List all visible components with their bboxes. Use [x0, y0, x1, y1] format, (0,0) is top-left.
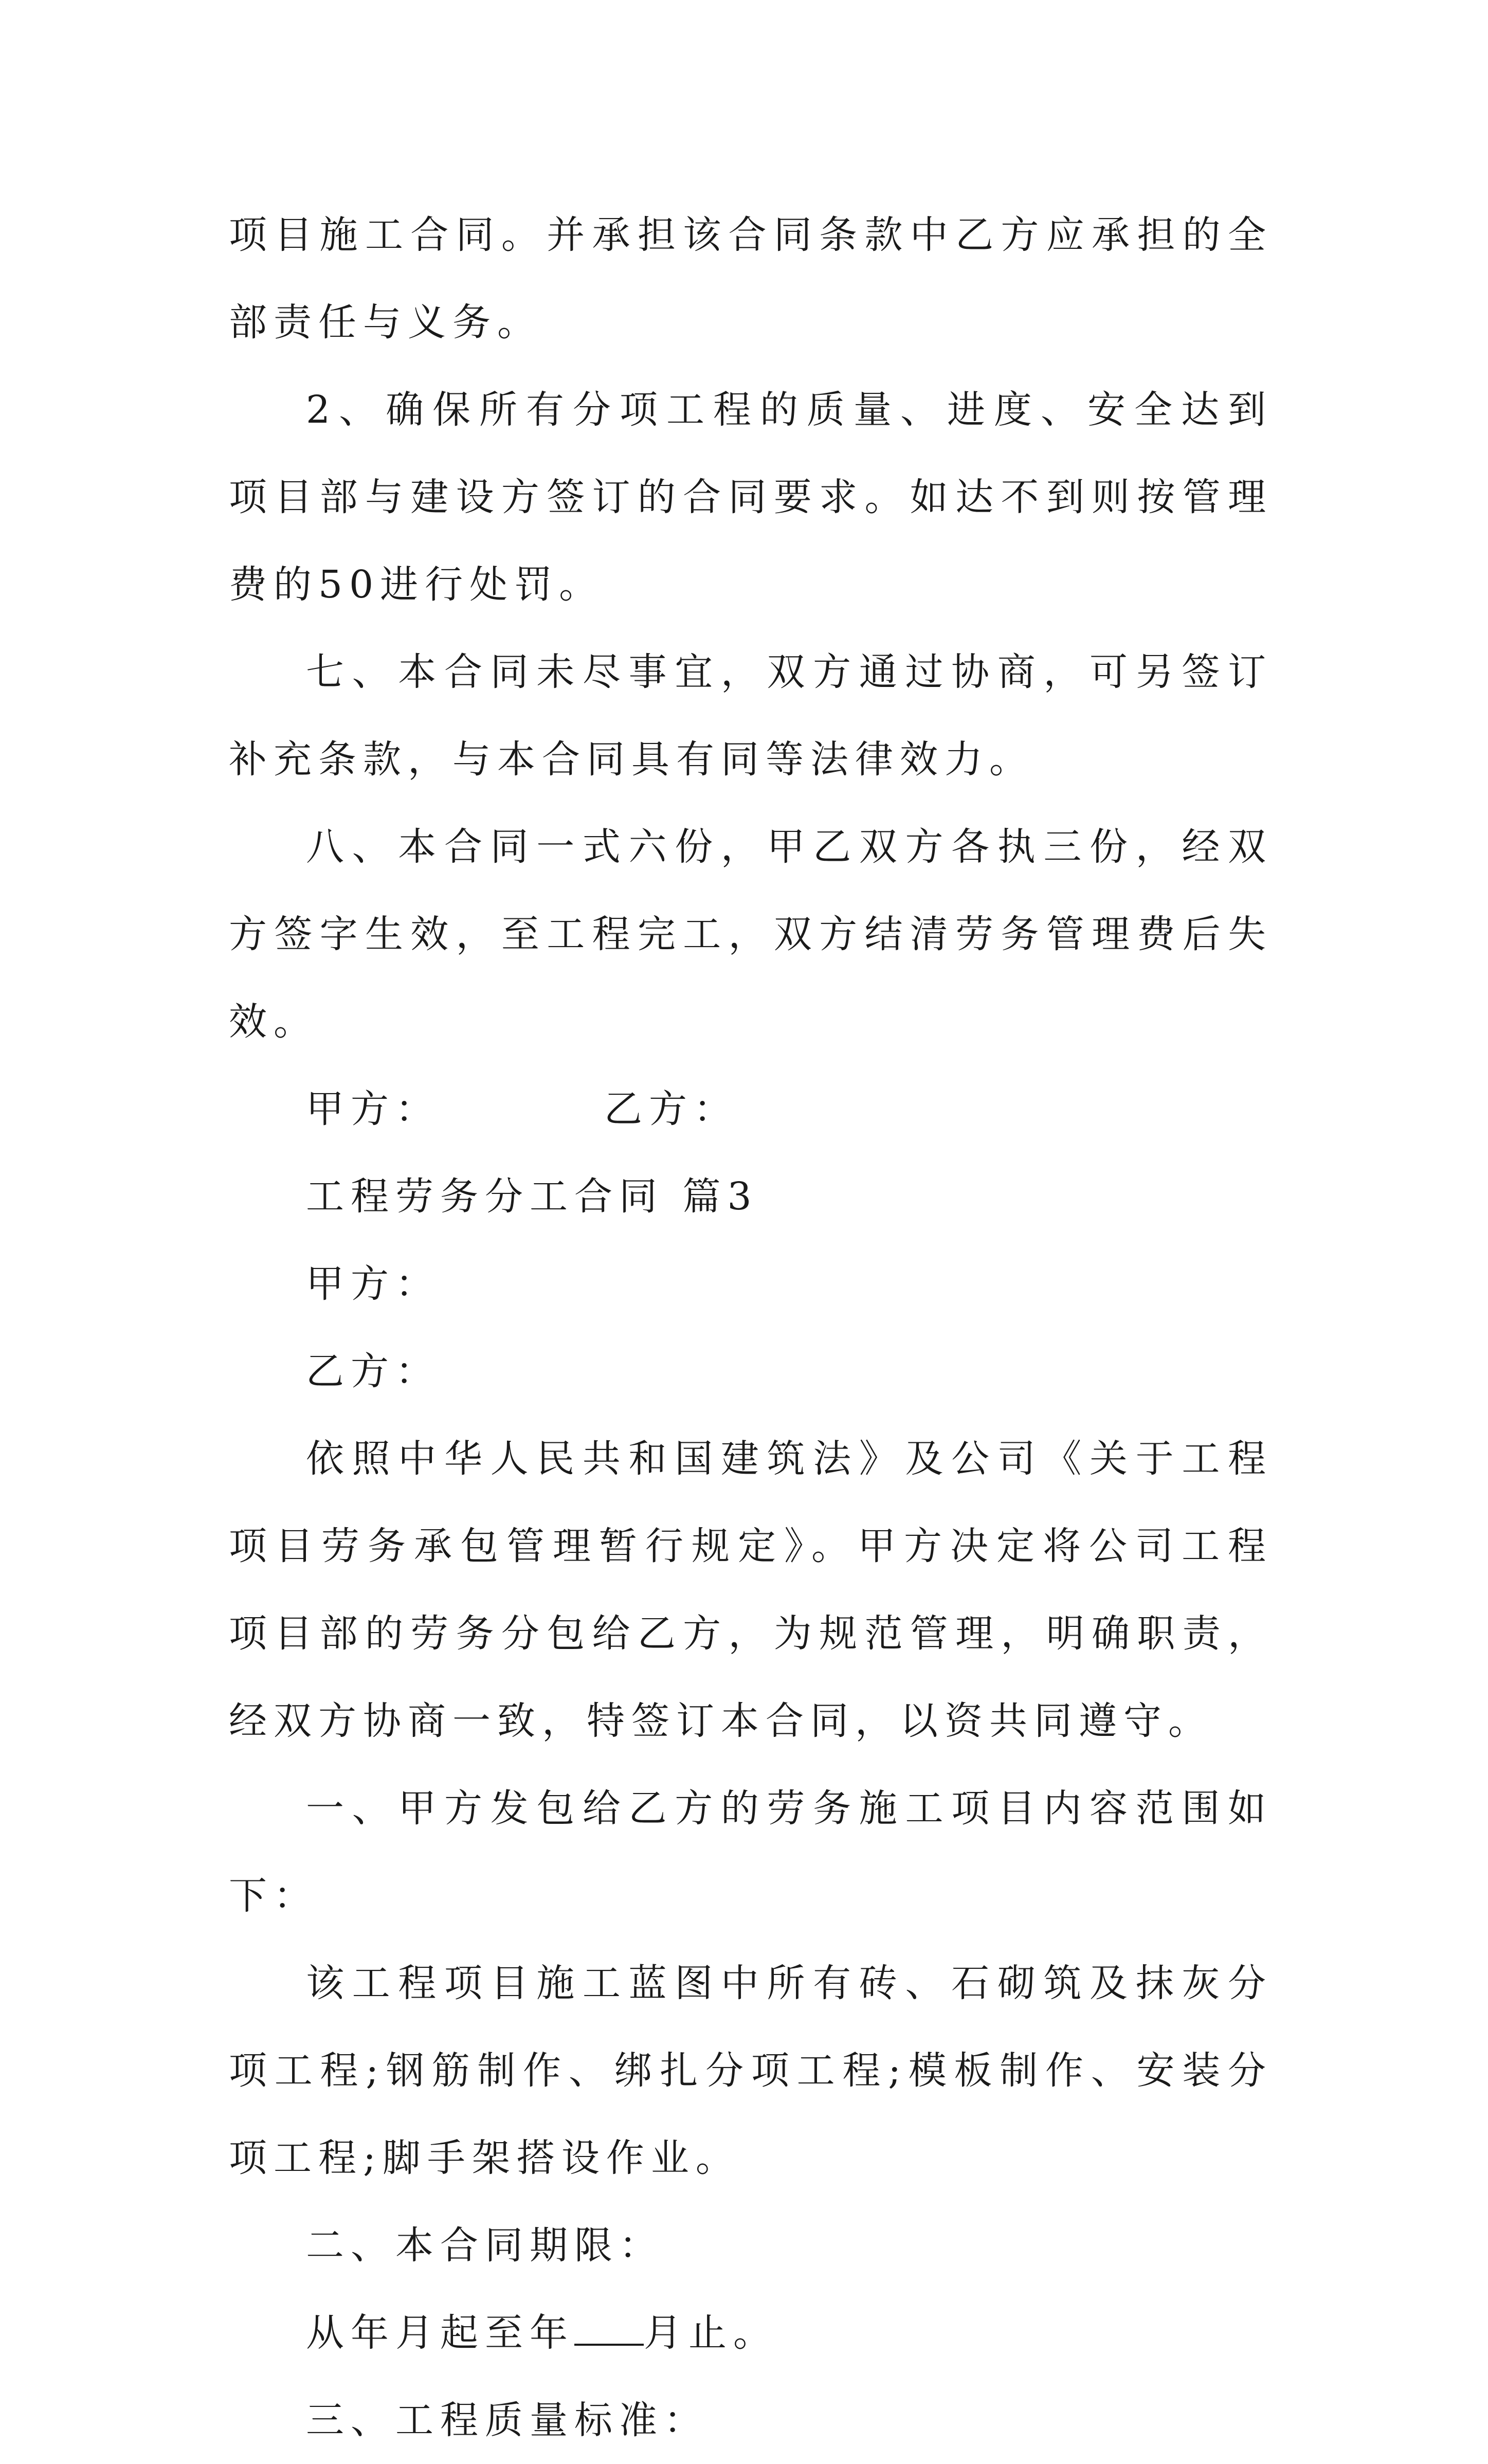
paragraph-clause-three: 三、工程质量标准： [306, 2398, 709, 2442]
period-text-start: 从年月起至年 [306, 2311, 574, 2355]
party-b-label: 乙方： [306, 1349, 440, 1393]
signature-party-b: 乙方： [604, 1087, 738, 1131]
period-blank-line [574, 2308, 644, 2346]
signature-party-a: 甲方： [306, 1087, 440, 1131]
paragraph-contract-continuation: 项目施工合同。并承担该合同条款中乙方应承担的全部责任与义务。 [229, 213, 1273, 345]
paragraph-clause-seven: 七、本合同未尽事宜，双方通过协商，可另签订补充条款，与本合同具有同等法律效力。 [229, 650, 1273, 782]
paragraph-basis: 依照中华人民共和国建筑法》及公司《关于工程项目劳务承包管理暂行规定》。甲方决定将公司工程项目部的劳务分包给乙方，为规范管理，明确职责，经双方协商一致，特签订本合同，以资共同遵守。 [229, 1437, 1273, 1743]
document-body [229, 191, 1273, 2464]
paragraph-clause-two: 二、本合同期限： [306, 2223, 664, 2268]
section-title: 工程劳务分工合同 篇3 [306, 1174, 758, 1219]
paragraph-clause-eight: 八、本合同一式六份，甲乙双方各执三份，经双方签字生效，至工程完工，双方结清劳务管理费后失效。 [229, 825, 1273, 1044]
party-a-label: 甲方： [306, 1262, 440, 1306]
paragraph-clause-one: 一、甲方发包给乙方的劳务施工项目内容范围如下： [229, 1786, 1273, 1918]
paragraph-work-scope: 该工程项目施工蓝图中所有砖、石砌筑及抹灰分项工程;钢筋制作、绑扎分项工程;模板制作、安装分项工程;脚手架搭设作业。 [229, 1961, 1273, 2180]
signature-row [229, 1065, 1273, 1153]
paragraph-contract-period [229, 2289, 1273, 2377]
paragraph-quality-requirement: 2、确保所有分项工程的质量、进度、安全达到项目部与建设方签订的合同要求。如达不到则按管理费的50进行处罚。 [229, 388, 1273, 607]
period-text-end: 月止。 [644, 2311, 778, 2355]
